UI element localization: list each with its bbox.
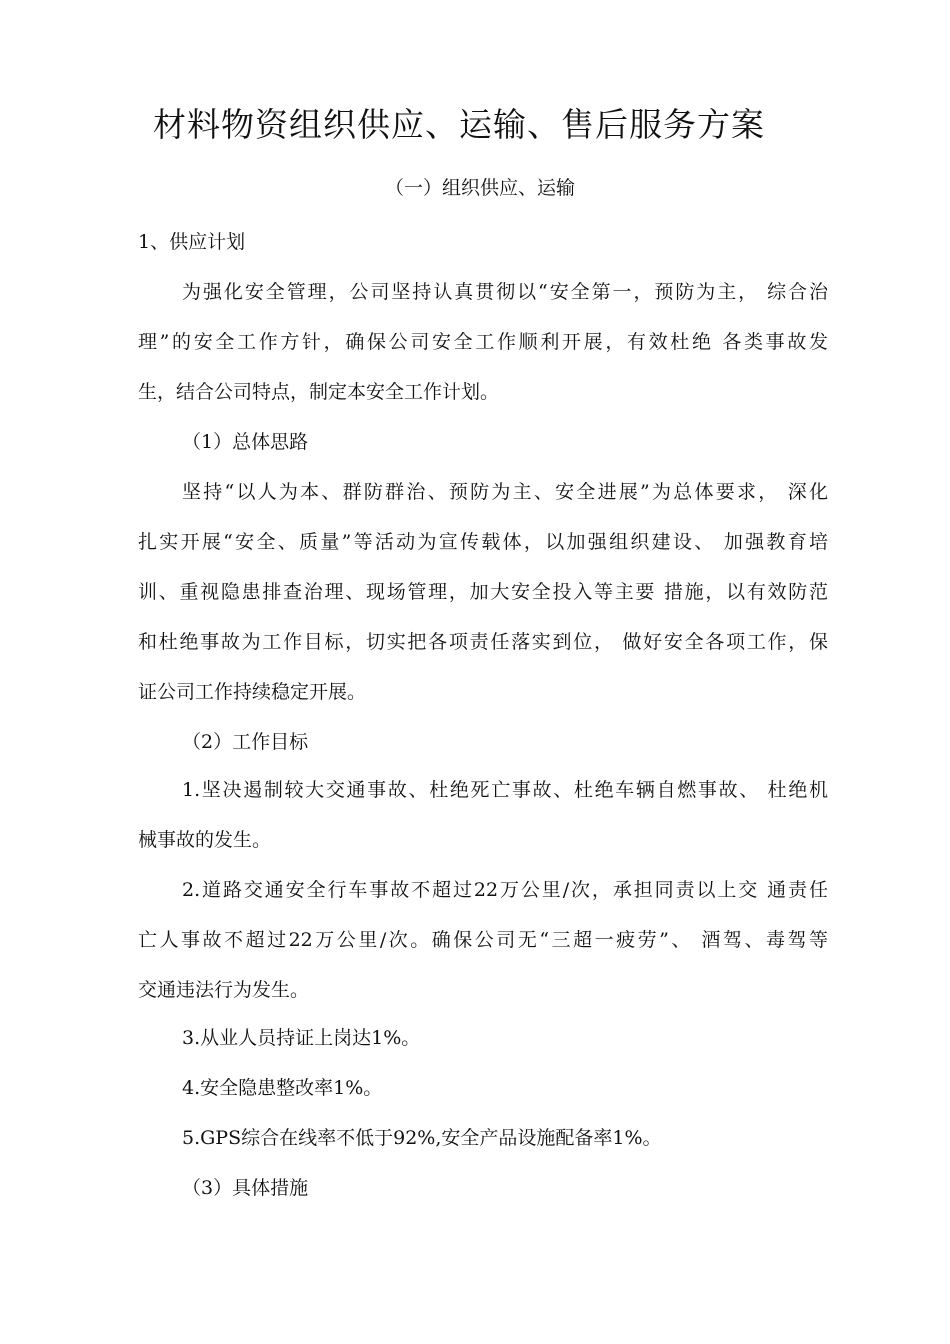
paragraph-goal-1 <box>138 777 828 877</box>
paragraph-goal-2 <box>138 877 828 1027</box>
paragraph-overall-approach <box>138 479 828 729</box>
paragraph-line: 为强化安全管理，公司坚持认真贯彻以“安全第一，预防为主， 综合治 <box>182 281 828 303</box>
paragraph-line: 1.坚决遏制较大交通事故、杜绝死亡事故、杜绝车辆自燃事故、 杜绝机 <box>182 779 828 801</box>
paragraph-line: 2.道路交通安全行车事故不超过22万公里/次，承担同责以上交 通责任 <box>182 879 828 901</box>
heading-specific-measures: （3）具体措施 <box>182 1177 309 1199</box>
paragraph-line: 生，结合公司特点，制定本安全工作计划。 <box>138 381 500 403</box>
section-title-supply-transport: （一）组织供应、运输 <box>384 177 575 199</box>
paragraph-line: 械事故的发生。 <box>138 829 272 851</box>
paragraph-line: 理”的安全工作方针，确保公司安全工作顺利开展，有效杜绝 各类事故发 <box>138 331 828 353</box>
heading-supply-plan: 1、供应计划 <box>138 231 246 253</box>
paragraph-line: 扎实开展“安全、质量”等活动为宣传载体，以加强组织建设、 加强教育培 <box>138 531 828 553</box>
goal-3-text: 3.从业人员持证上岗达1%。 <box>182 1027 421 1049</box>
paragraph-line: 交通违法行为发生。 <box>138 979 310 1001</box>
goal-4-text: 4.安全隐患整改率1%。 <box>182 1077 383 1099</box>
paragraph-line: 训、重视隐患排查治理、现场管理，加大安全投入等主要 措施，以有效防范 <box>138 581 828 603</box>
paragraph-line: 坚持“以人为本、群防群治、预防为主、安全进展”为总体要求， 深化 <box>182 481 828 503</box>
heading-work-goals: （2）工作目标 <box>182 731 309 753</box>
paragraph-line: 证公司工作持续稳定开展。 <box>138 681 367 703</box>
paragraph-line: 和杜绝事故为工作目标，切实把各项责任落实到位， 做好安全各项工作，保 <box>138 631 828 653</box>
document-title: 材料物资组织供应、运输、售后服务方案 <box>153 105 765 144</box>
paragraph-line: 亡人事故不超过22万公里/次。确保公司无“三超一疲劳”、 酒驾、毒驾等 <box>138 929 828 951</box>
goal-5-text: 5.GPS综合在线率不低于92%,安全产品设施配备率1%。 <box>182 1127 662 1149</box>
heading-overall-approach: （1）总体思路 <box>182 431 309 453</box>
paragraph-intro <box>138 279 828 429</box>
